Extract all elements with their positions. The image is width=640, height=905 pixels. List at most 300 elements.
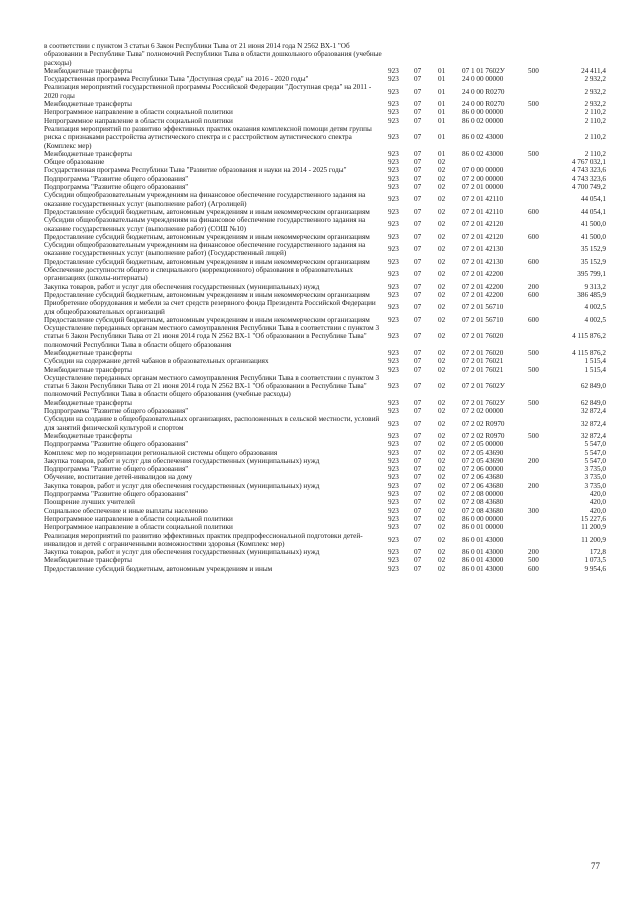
table-row	[44, 556, 606, 564]
cell-cs: 07 2 06 43680	[462, 473, 504, 482]
cell-vr	[528, 407, 556, 415]
cell-p: 02	[438, 506, 446, 515]
cell-name: Подпрограмма "Развитие общего образования"	[44, 183, 189, 192]
cell-sum: 35 152,9	[580, 245, 606, 254]
cell-sum: 1 073,5	[584, 556, 606, 565]
cell-cs: 07 2 08 00000	[462, 490, 504, 499]
cell-sum: 420,0	[589, 490, 606, 499]
table-row	[44, 158, 606, 166]
cell-r: 07	[414, 303, 422, 312]
table-row	[44, 357, 606, 365]
cell-vr: 500	[528, 348, 539, 357]
cell-r: 07	[414, 207, 422, 216]
table-row	[44, 283, 606, 291]
table-row	[44, 216, 606, 233]
cell-sum: 15 227,6	[580, 514, 606, 523]
cell-r: 07	[414, 332, 422, 341]
cell-g: 923	[388, 207, 399, 216]
table-row	[44, 366, 606, 374]
cell-name: Предоставление субсидий бюджетным, автономным учреждениям и иным некоммерческим организациям	[44, 315, 370, 324]
cell-p: 02	[438, 270, 446, 279]
cell-p: 01	[438, 75, 446, 84]
cell-g: 923	[388, 407, 399, 416]
cell-g: 923	[388, 535, 399, 544]
cell-name: Реализация мероприятий государственной программы Российской Федерации "Доступная среда" на 2011 - 2020 годы	[44, 83, 372, 100]
cell-cs: 07 2 01 56710	[462, 303, 504, 312]
cell-name: Закупка товаров, работ и услуг для обеспечения государственных (муниципальных) нужд	[44, 481, 320, 490]
cell-name: Субсидии общеобразовательным учреждениям на финансовое обеспечение государственного задания на оказание государственных услуг (выполнение работ) (Агролицей)	[44, 191, 366, 208]
cell-name: Непрограммное направление в области социальной политики	[44, 523, 233, 532]
cell-name: Подпрограмма "Развитие общего образования"	[44, 407, 189, 416]
table-row	[44, 473, 606, 481]
cell-p: 02	[438, 440, 446, 449]
cell-name: Подпрограмма "Развитие общего образования"	[44, 465, 189, 474]
cell-r: 07	[414, 456, 422, 465]
cell-r: 07	[414, 407, 422, 416]
cell-sum: 2 110,2	[584, 108, 606, 117]
cell-cs: 07 2 01 76020	[462, 332, 504, 341]
cell-p: 01	[438, 149, 446, 158]
cell-r: 07	[414, 232, 422, 241]
cell-p: 01	[438, 108, 446, 117]
table-row	[44, 548, 606, 556]
cell-vr	[528, 465, 556, 473]
cell-cs: 86 0 00 00000	[462, 108, 504, 117]
cell-sum: 4 002,5	[584, 303, 606, 312]
cell-p: 02	[438, 382, 446, 391]
cell-g: 923	[388, 523, 399, 532]
cell-vr: 500	[528, 66, 539, 75]
cell-g: 923	[388, 490, 399, 499]
cell-r: 07	[414, 166, 422, 175]
table-row	[44, 515, 606, 523]
cell-name: Субсидии общеобразовательным учреждениям на финансовое обеспечение государственного задания на оказание государственных услуг (выполнение работ) (СОШ №10)	[44, 216, 366, 233]
cell-p	[438, 42, 462, 67]
cell-g: 923	[388, 315, 399, 324]
cell-cs: 07 2 01 42200	[462, 270, 504, 279]
cell-cs: 07 2 01 42200	[462, 282, 504, 291]
cell-cs: 07 2 01 42130	[462, 257, 504, 266]
cell-vr	[528, 183, 556, 191]
cell-g: 923	[388, 282, 399, 291]
cell-g: 923	[388, 245, 399, 254]
cell-vr: 200	[528, 282, 539, 291]
cell-name: Субсидии общеобразовательным учреждениям на финансовое обеспечение государственного задания на оказание государственных услуг (выполнение работ) (Государственный лицей)	[44, 241, 366, 258]
cell-cs: 86 0 02 00000	[462, 116, 504, 125]
table-row	[44, 565, 606, 573]
table-row	[44, 415, 606, 432]
cell-sum: 3 735,0	[584, 473, 606, 482]
table-row	[44, 241, 606, 258]
table-row	[44, 432, 606, 440]
cell-p: 02	[438, 220, 446, 229]
cell-g: 923	[388, 556, 399, 565]
cell-g	[388, 42, 414, 67]
cell-sum: 35 152,9	[580, 257, 606, 266]
budget-table-body	[44, 42, 606, 573]
table-row	[44, 42, 606, 67]
cell-r: 07	[414, 481, 422, 490]
cell-name: Поощрение лучших учителей	[44, 498, 135, 507]
cell-sum: 4 115 876,2	[572, 332, 606, 341]
cell-sum: 172,8	[589, 548, 606, 557]
cell-g: 923	[388, 431, 399, 440]
cell-name: Осуществление переданных органам местного самоуправления Республики Тыва в соответствии с пунктом 3 статьи 6 Закон Республики Тыва от 21 июня 2014 года N 2562 ВХ-1 "Об образовании в Республике Тыва" полномочий Республики Тыва в области общего образования (учебные расходы)	[44, 373, 380, 399]
cell-vr	[528, 515, 556, 523]
table-row	[44, 125, 606, 150]
cell-vr	[528, 357, 556, 365]
cell-vr	[528, 158, 556, 166]
cell-cs: 07 2 06 00000	[462, 465, 504, 474]
table-row	[44, 117, 606, 125]
cell-g: 923	[388, 195, 399, 204]
cell-name: Субсидии на создание в общеобразовательных организациях, расположенных в сельской местности, условий для занятий физической культурой и спортом	[44, 415, 380, 432]
cell-cs: 07 2 05 43690	[462, 456, 504, 465]
cell-r: 07	[414, 431, 422, 440]
cell-r: 07	[414, 66, 422, 75]
cell-g: 923	[388, 66, 399, 75]
cell-cs: 07 2 02 R0970	[462, 419, 505, 428]
cell-name: Подпрограмма "Развитие общего образования"	[44, 440, 189, 449]
table-row	[44, 183, 606, 191]
cell-vr	[528, 266, 556, 283]
cell-sum: 4 700 749,2	[571, 183, 606, 192]
cell-g: 923	[388, 257, 399, 266]
table-row	[44, 100, 606, 108]
cell-r: 07	[414, 357, 422, 366]
cell-vr: 500	[528, 398, 539, 407]
cell-name: Приобретение оборудования и мебели за счет средств резервного фонда Президента Российской Федерации для общеобразовательных организаций	[44, 299, 376, 316]
cell-cs: 07 2 01 42120	[462, 220, 504, 229]
cell-p: 02	[438, 174, 446, 183]
cell-p: 02	[438, 315, 446, 324]
cell-g: 923	[388, 465, 399, 474]
cell-name: Предоставление субсидий бюджетным, автономным учреждениям и иным некоммерческим организациям	[44, 207, 370, 216]
cell-r	[414, 42, 438, 67]
table-row	[44, 507, 606, 515]
cell-g: 923	[388, 149, 399, 158]
cell-g: 923	[388, 498, 399, 507]
cell-r: 07	[414, 257, 422, 266]
cell-r: 07	[414, 158, 422, 167]
cell-p: 02	[438, 535, 446, 544]
cell-sum: 41 500,0	[580, 220, 606, 229]
cell-vr: 500	[528, 149, 539, 158]
cell-r: 07	[414, 506, 422, 515]
cell-sum: 44 054,1	[580, 207, 606, 216]
cell-r: 07	[414, 365, 422, 374]
cell-r: 07	[414, 490, 422, 499]
cell-cs: 86 0 02 43000	[462, 149, 504, 158]
cell-r: 07	[414, 498, 422, 507]
cell-g: 923	[388, 174, 399, 183]
cell-name: Закупка товаров, работ и услуг для обеспечения государственных (муниципальных) нужд	[44, 282, 320, 291]
cell-g: 923	[388, 108, 399, 117]
cell-sum: 4 115 876,2	[572, 348, 606, 357]
cell-vr: 600	[528, 232, 539, 241]
cell-p: 02	[438, 431, 446, 440]
cell-g: 923	[388, 75, 399, 84]
cell-r: 07	[414, 245, 422, 254]
cell-vr	[528, 125, 556, 150]
cell-r: 07	[414, 282, 422, 291]
cell-name: в соответствии с пунктом 3 статьи 6 Закон Республики Тыва от 21 июня 2014 года N 2562 ВХ-1 "Об образовании в Республике Тыва" полномочий Республики Тыва в области дошкольного образования (учебные расходы)	[44, 42, 382, 67]
cell-name: Межбюджетные трансферты	[44, 398, 132, 407]
cell-sum: 420,0	[589, 498, 606, 507]
cell-cs: 07 2 08 43680	[462, 498, 504, 507]
cell-vr	[528, 83, 556, 100]
table-row	[44, 175, 606, 183]
cell-name: Межбюджетные трансферты	[44, 348, 132, 357]
table-row	[44, 407, 606, 415]
cell-g: 923	[388, 116, 399, 125]
cell-sum: 32 872,4	[580, 407, 606, 416]
cell-name: Общее образование	[44, 158, 105, 167]
cell-name: Подпрограмма "Развитие общего образования"	[44, 174, 189, 183]
cell-p: 01	[438, 87, 446, 96]
cell-r: 07	[414, 448, 422, 457]
cell-r: 07	[414, 382, 422, 391]
cell-name: Межбюджетные трансферты	[44, 100, 132, 109]
cell-r: 07	[414, 535, 422, 544]
cell-cs: 07 2 08 43680	[462, 506, 504, 515]
cell-p: 02	[438, 257, 446, 266]
cell-cs: 07 2 01 42130	[462, 245, 504, 254]
table-row	[44, 532, 606, 549]
table-row	[44, 490, 606, 498]
cell-p: 01	[438, 133, 446, 142]
cell-name: Субсидии на содержание детей чабанов в образовательных организациях	[44, 357, 269, 366]
cell-r: 07	[414, 116, 422, 125]
cell-p: 01	[438, 100, 446, 109]
cell-r: 07	[414, 315, 422, 324]
cell-r: 07	[414, 523, 422, 532]
cell-g: 923	[388, 419, 399, 428]
cell-vr: 500	[528, 100, 539, 109]
cell-name: Предоставление субсидий бюджетным, автономным учреждениям и иным некоммерческим организациям	[44, 232, 370, 241]
cell-sum: 5 547,0	[584, 440, 606, 449]
cell-cs: 07 2 01 7602У	[462, 382, 505, 391]
cell-sum: 4 743 323,6	[571, 166, 606, 175]
cell-cs: 86 0 01 43000	[462, 548, 504, 557]
cell-p: 02	[438, 564, 446, 573]
table-row	[44, 374, 606, 399]
cell-sum: 2 110,2	[584, 149, 606, 158]
cell-r: 07	[414, 270, 422, 279]
cell-p: 02	[438, 207, 446, 216]
cell-cs	[462, 158, 528, 166]
cell-p: 02	[438, 498, 446, 507]
cell-sum: 5 547,0	[584, 456, 606, 465]
cell-name: Государственная программа Республики Тыва "Развитие образования и науки на 2014 - 2025 годы"	[44, 166, 347, 175]
table-row	[44, 258, 606, 266]
cell-r: 07	[414, 290, 422, 299]
cell-vr: 500	[528, 431, 539, 440]
cell-cs: 24 0 00 R0270	[462, 100, 505, 109]
cell-vr: 600	[528, 257, 539, 266]
cell-cs: 24 0 00 00000	[462, 75, 504, 84]
cell-cs: 86 0 01 43000	[462, 564, 504, 573]
cell-cs: 07 2 01 42200	[462, 290, 504, 299]
cell-vr: 600	[528, 290, 539, 299]
cell-cs: 07 2 06 43680	[462, 481, 504, 490]
cell-p: 01	[438, 66, 446, 75]
budget-table	[44, 42, 606, 573]
cell-cs: 07 2 05 43690	[462, 448, 504, 457]
cell-sum: 1 515,4	[584, 357, 606, 366]
cell-sum: 2 110,2	[584, 133, 606, 142]
cell-g: 923	[388, 133, 399, 142]
cell-name: Межбюджетные трансферты	[44, 66, 132, 75]
cell-g: 923	[388, 506, 399, 515]
cell-name: Комплекс мер по модернизации региональной системы общего образования	[44, 448, 278, 457]
cell-g: 923	[388, 270, 399, 279]
cell-sum: 386 485,9	[577, 290, 606, 299]
cell-g: 923	[388, 481, 399, 490]
cell-cs: 07 2 01 7602У	[462, 398, 505, 407]
cell-name: Межбюджетные трансферты	[44, 556, 132, 565]
cell-r: 07	[414, 133, 422, 142]
cell-name: Реализация мероприятий по развитию эффективных практик оказания комплексной помощи детям группы риска с признаками расстройства аутистического спектра и с расстройством аутистического спектра (Комплекс мер)	[44, 124, 372, 150]
cell-p: 02	[438, 348, 446, 357]
cell-r: 07	[414, 108, 422, 117]
cell-vr	[528, 175, 556, 183]
cell-p: 01	[438, 116, 446, 125]
cell-name: Осуществление переданных органам местного самоуправления Республики Тыва в соответствии с пунктом 3 статьи 6 Закон Республики Тыва от 21 июня 2014 года N 2562 ВХ-1 "Об образовании в Республике Тыва" полномочий Республики Тыва в области общего образования	[44, 324, 380, 349]
cell-p: 02	[438, 473, 446, 482]
cell-vr	[528, 415, 556, 432]
cell-vr	[528, 108, 556, 116]
cell-cs: 07 2 01 56710	[462, 315, 504, 324]
cell-p: 02	[438, 490, 446, 499]
table-row	[44, 440, 606, 448]
cell-r: 07	[414, 419, 422, 428]
table-row	[44, 299, 606, 316]
cell-vr	[528, 490, 556, 498]
cell-r: 07	[414, 548, 422, 557]
table-row	[44, 399, 606, 407]
cell-name: Предоставление субсидий бюджетным, автономным учреждениям и иным	[44, 564, 273, 573]
cell-cs: 07 2 02 00000	[462, 407, 504, 416]
cell-cs: 24 0 00 R0270	[462, 87, 505, 96]
cell-sum: 2 932,2	[584, 75, 606, 84]
cell-sum: 44 054,1	[580, 195, 606, 204]
cell-p: 02	[438, 303, 446, 312]
cell-p: 02	[438, 407, 446, 416]
table-row	[44, 465, 606, 473]
cell-sum: 1 515,4	[584, 365, 606, 374]
cell-name: Подпрограмма "Развитие общего образования"	[44, 490, 189, 499]
table-row	[44, 75, 606, 83]
table-row	[44, 233, 606, 241]
table-row	[44, 108, 606, 116]
cell-g: 923	[388, 398, 399, 407]
cell-vr	[528, 532, 556, 549]
cell-r: 07	[414, 220, 422, 229]
table-row	[44, 208, 606, 216]
cell-p: 02	[438, 232, 446, 241]
cell-g: 923	[388, 514, 399, 523]
cell-g: 923	[388, 232, 399, 241]
cell-p: 02	[438, 365, 446, 374]
cell-r: 07	[414, 465, 422, 474]
cell-vr	[528, 117, 556, 125]
cell-sum: 420,0	[589, 506, 606, 515]
cell-sum: 4 743 323,6	[571, 174, 606, 183]
cell-g: 923	[388, 303, 399, 312]
cell-cs: 86 0 00 00000	[462, 514, 504, 523]
table-row	[44, 266, 606, 283]
cell-sum: 4 002,5	[584, 315, 606, 324]
cell-sum: 62 849,0	[580, 398, 606, 407]
cell-name: Предоставление субсидий бюджетным, автономным учреждениям и иным некоммерческим организациям	[44, 290, 370, 299]
cell-sum: 41 500,0	[580, 232, 606, 241]
cell-r: 07	[414, 149, 422, 158]
cell-vr	[528, 166, 556, 174]
cell-g: 923	[388, 365, 399, 374]
table-row	[44, 291, 606, 299]
cell-name: Обеспечение доступности общего и специального (коррекционного) образования в образовательных организациях (школы-интернаты)	[44, 266, 353, 283]
cell-name: Непрограммное направление в области социальной политики	[44, 514, 233, 523]
cell-g: 923	[388, 183, 399, 192]
cell-cs	[462, 42, 528, 67]
cell-r: 07	[414, 556, 422, 565]
budget-table-page	[44, 42, 606, 573]
cell-sum: 2 932,2	[584, 87, 606, 96]
cell-vr: 200	[528, 548, 539, 557]
cell-cs: 86 0 01 00000	[462, 523, 504, 532]
cell-p: 02	[438, 398, 446, 407]
cell-r: 07	[414, 514, 422, 523]
cell-sum: 11 200,9	[581, 523, 606, 532]
cell-p: 02	[438, 465, 446, 474]
cell-vr	[528, 191, 556, 208]
cell-g: 923	[388, 382, 399, 391]
cell-name: Реализация мероприятий по развитию эффективных практик предпрофессиональной подготовки детей-инвалидов и детей с ограниченными возможностями здоровья (Комплекс мер)	[44, 531, 363, 548]
cell-sum: 32 872,4	[580, 431, 606, 440]
cell-p: 02	[438, 282, 446, 291]
table-row	[44, 349, 606, 357]
cell-g: 923	[388, 473, 399, 482]
cell-r: 07	[414, 348, 422, 357]
cell-vr: 200	[528, 481, 539, 490]
cell-vr	[528, 449, 556, 457]
cell-cs: 07 2 01 76021	[462, 357, 504, 366]
cell-sum: 2 932,2	[584, 100, 606, 109]
cell-r: 07	[414, 75, 422, 84]
page-number: 77	[591, 861, 600, 871]
table-row	[44, 316, 606, 324]
cell-p: 02	[438, 456, 446, 465]
cell-sum: 11 200,9	[581, 535, 606, 544]
cell-p: 02	[438, 523, 446, 532]
cell-vr	[528, 42, 556, 67]
table-row	[44, 457, 606, 465]
cell-p: 02	[438, 514, 446, 523]
cell-cs: 07 2 05 00000	[462, 440, 504, 449]
cell-r: 07	[414, 87, 422, 96]
cell-cs: 07 0 00 00000	[462, 166, 504, 175]
cell-vr	[528, 498, 556, 506]
cell-g: 923	[388, 440, 399, 449]
cell-name: Государственная программа Республики Тыва "Доступная среда" на 2016 - 2020 годы"	[44, 75, 309, 84]
cell-r: 07	[414, 183, 422, 192]
cell-sum: 62 849,0	[580, 382, 606, 391]
table-row	[44, 67, 606, 75]
cell-vr	[528, 324, 556, 349]
cell-r: 07	[414, 440, 422, 449]
cell-cs: 07 2 02 R0970	[462, 431, 505, 440]
